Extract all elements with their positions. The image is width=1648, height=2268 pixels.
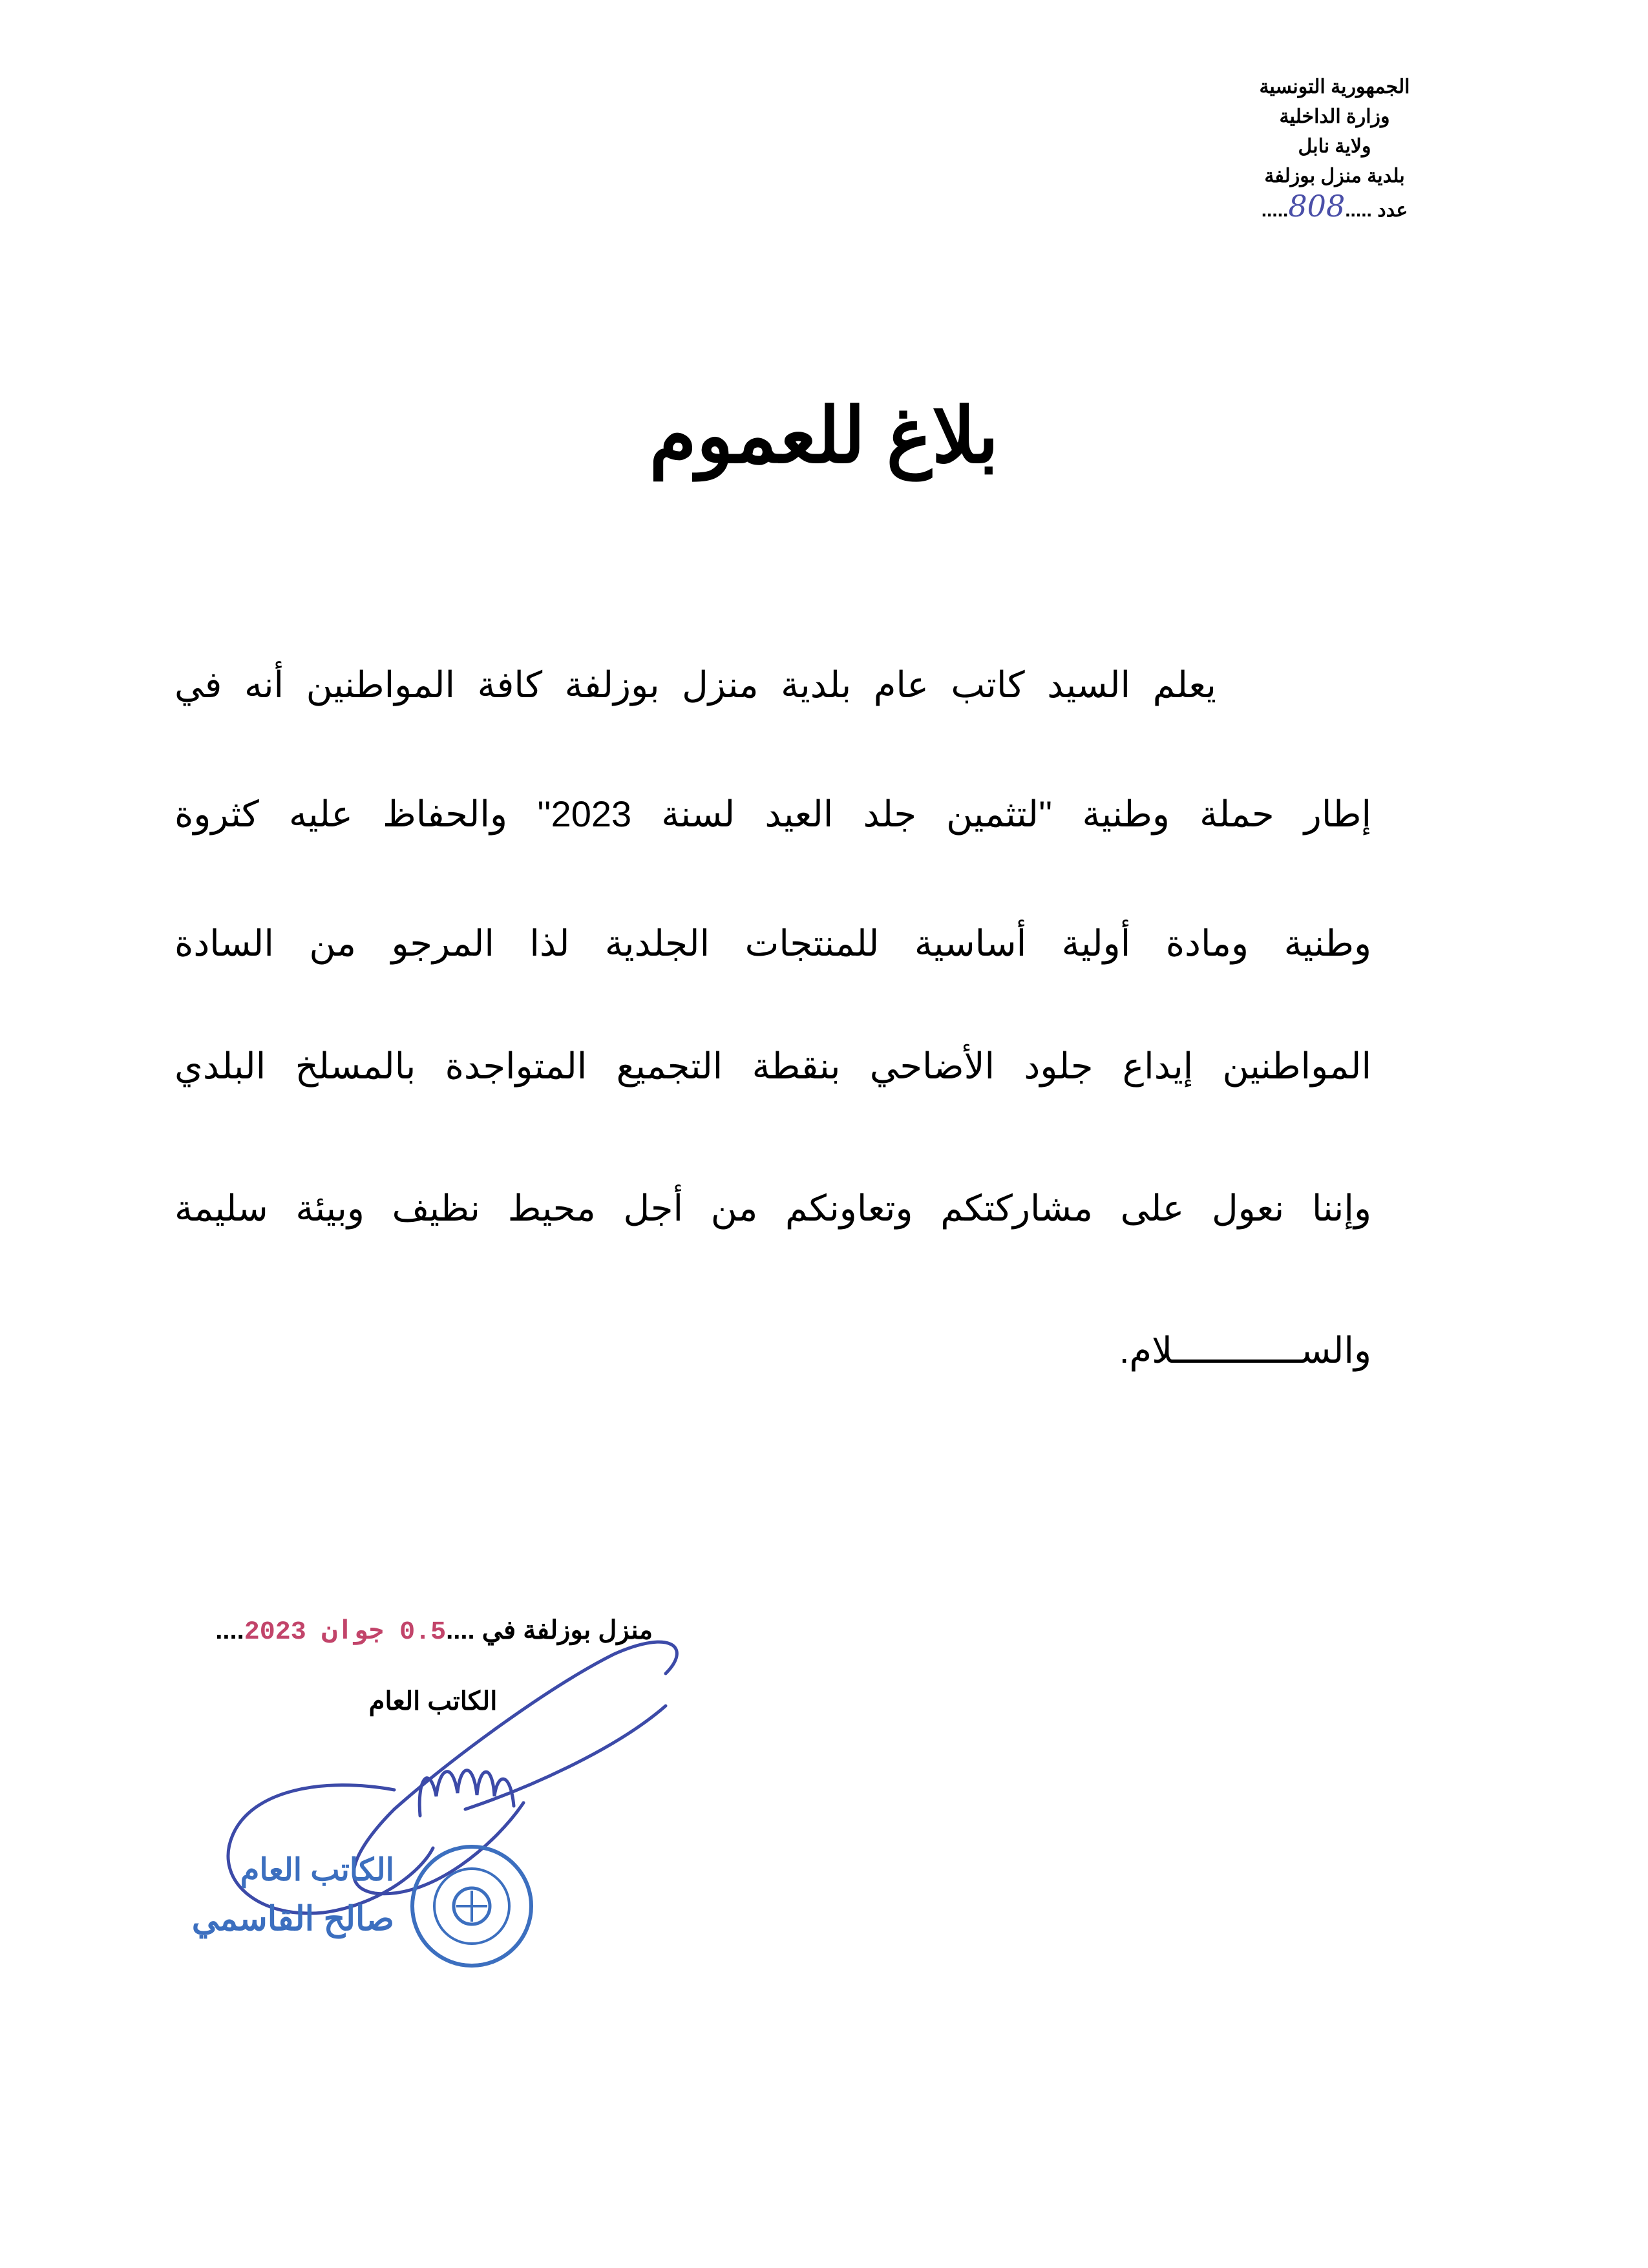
page-title: بلاغ للعموم — [649, 394, 999, 479]
signer-title: الكاتب العام — [368, 1687, 498, 1716]
date-dots-before: .... — [446, 1616, 475, 1644]
place-label: منزل بوزلفة في — [481, 1616, 653, 1644]
body-line-2: إطار حملة وطنية ''لتثمين جلد العيد لسنة 2023'' والحفاظ عليه كثروة — [174, 793, 1372, 834]
body-line-3: وطنية ومادة أولية أساسية للمنتجات الجلدية لذا المرجو من السادة — [174, 923, 1371, 963]
date-dots-after: .... — [215, 1616, 244, 1644]
body-line-5: وإننا نعول على مشاركتكم وتعاونكم من أجل محيط نظيف وبيئة سليمة — [174, 1188, 1371, 1228]
header-ministry: وزارة الداخلية — [1279, 106, 1390, 127]
header-municipality: بلدية منزل بوزلفة — [1264, 165, 1405, 187]
header-governorate: ولاية نابل — [1298, 136, 1371, 157]
reference-dots-after: ..... — [1261, 200, 1289, 221]
header-country: الجمهورية التونسية — [1259, 76, 1410, 98]
date-stamp: 0.5 جوان 2023 — [244, 1618, 447, 1647]
reference-number: 808 — [1288, 189, 1346, 224]
signature-and-seal — [162, 1628, 743, 2048]
stamp-title: الكاتب العام — [240, 1853, 394, 1887]
municipal-seal — [412, 1847, 531, 1966]
reference-label: عدد — [1377, 200, 1408, 221]
stamp-name: صالح القاسمي — [191, 1900, 394, 1938]
body-line-4: المواطنين إيداع جلود الأضاحي بنقطة التجميع المتواجدة بالمسلخ البلدي — [174, 1045, 1371, 1086]
body-line-6: والســــــــــــلام. — [1119, 1330, 1371, 1370]
reference-number-line — [1199, 191, 1470, 226]
reference-dots-before: ..... — [1345, 200, 1372, 221]
signatory-stamp — [187, 1848, 394, 1945]
body-line-1: يعلم السيد كاتب عام بلدية منزل بوزلفة كافة المواطنين أنه في — [174, 664, 1216, 705]
letterhead — [1199, 72, 1470, 226]
